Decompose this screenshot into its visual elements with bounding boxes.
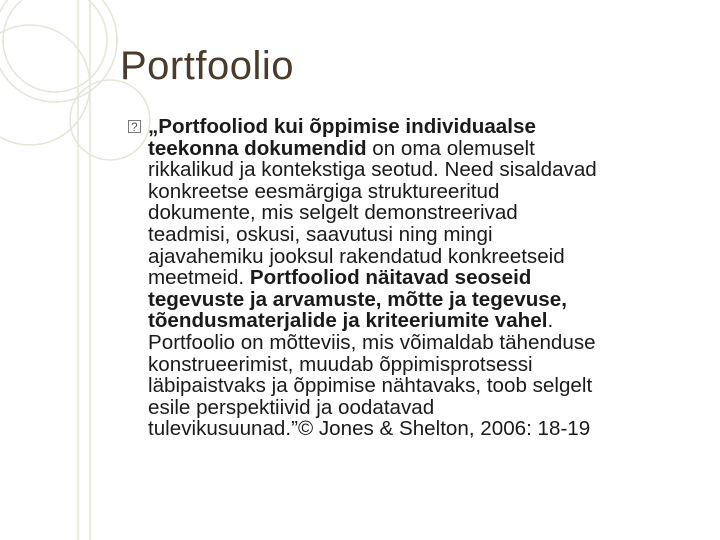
bold-segment: „Portfooliod kui õppimise individuaalse teekonna dokumendid [148, 115, 536, 160]
missing-glyph-box-icon [128, 120, 141, 133]
text-segment: on oma olemuselt rikkalikud ja kontekstiga seotud. Need sisaldavad konkreetse eesmärgiga struktureeritud dokumente, mis selgelt demonstreerivad teadmisi, oskusi, saavutusi ning mingi ajavahemiku jooksul rakendatud konkreetseid meetmeid. [148, 136, 597, 290]
paragraph-text [148, 115, 597, 440]
slide-body [128, 116, 703, 440]
text-segment: . Portfoolio on mõtteviis, mis võimaldab tähenduse konstrueerimist, muudab õppimisprotsessi läbipaistvaks ja õppimise nähtavaks, toob selgelt esile perspektiivid ja oodatavad tulevikusuunad.”© Jones & Shelton, 2006: 18-19 [148, 309, 596, 441]
slide-title: Portfoolio [120, 44, 294, 88]
bold-segment: Portfooliod näitavad seoseid tegevuste ja arvamuste, mõtte ja tegevuse, tõendusmaterjalide ja kriteeriumite vahel [148, 266, 567, 333]
bullet-paragraph [128, 116, 703, 440]
